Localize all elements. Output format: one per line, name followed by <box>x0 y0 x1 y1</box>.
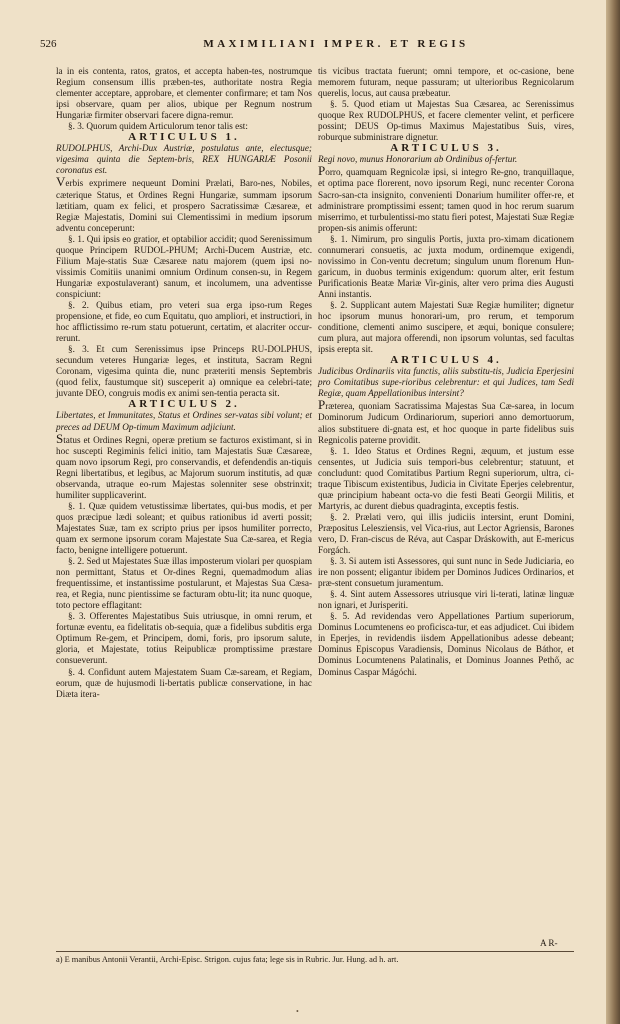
article-heading <box>318 143 574 154</box>
paragraph-text: §. 2. Quibus etiam, pro veteri sua erga ipso-rum Reges propensione, et fide, eo cum Equitatu, quo ampliori, et instructiori, in hoc afflictissimo re-rum statu potuerunt, certatim, et alacriter occur-rerunt. <box>56 299 312 344</box>
paragraph-text: ARTICULUS 2. <box>128 398 240 411</box>
initial-letter: P <box>318 163 326 179</box>
left-column <box>56 66 312 700</box>
paragraph-text: §. 5. Ad revidendas vero Appellationes Partium superiorum, Dominus Locumtenens eo proficisca-tur, et eas adjudicet. Cui ibidem in Eperjes, in revidendis iisdem Appellationibus adesse debeant; Dominus Episcopus Varadiensis, Dominus Nicolaus de Báthor, et Dominus Locumtenens Palatinalis, et Dominus Joannes Pethő, ac Dominus Caspar Mágóchi. <box>318 611 574 677</box>
section-paragraph <box>56 667 312 700</box>
paragraph-text: ARTICULUS 3. <box>390 142 502 155</box>
paragraph-text: §. 4. Sint autem Assessores utriusque viri li-terati, latinæ linguæ non ignari, et Jurisperiti. <box>318 589 574 611</box>
section-paragraph <box>56 344 312 399</box>
running-title: MAXIMILIANI IMPER. ET REGIS <box>203 38 469 50</box>
paragraph <box>56 430 312 501</box>
section-paragraph <box>318 99 574 143</box>
section-paragraph <box>56 556 312 611</box>
bottom-mark: • <box>296 1007 299 1016</box>
page-edge <box>606 0 620 1024</box>
article-heading <box>56 132 312 143</box>
paragraph <box>318 66 574 99</box>
paragraph-text: §. 3. Offerentes Majestatibus Suis utriusque, in omni rerum, et fortunæ eventu, ea fidelitatis ob-sequia, quæ a fidelibus subditis erga Optimum Re-gem, et Principem, domi, foris, pro ipsorum salute, gloria, et Majestate, totius Reipublicæ promptissime præstare consueverunt. <box>56 611 312 666</box>
section-paragraph <box>318 589 574 611</box>
paragraph-text: ræterea, quoniam Sacratissima Majestas Sua Cæ-sarea, in locum Dominorum Judicum Ordinariorum, superiori anno demortuorum, alios substituere di-gnata est, et hoc quoque in parte fidelibus suis Regnicolis paterne providit. <box>318 401 574 445</box>
section-paragraph <box>318 234 574 300</box>
section-paragraph <box>56 234 312 300</box>
paragraph-text: §. 3. Et cum Serenissimus ipse Princeps RU-DOLPHUS, secundum veteres Hungariæ leges, et instituta, Sacram Regni Coronam, vigesima quinta die, nunc præteriti mensis Septembris (quod felix, faustumque sit) susceperit a) omnique ea celebri-tate; juvante DEO, congruis modis ex animi sen-tentia peracta sit. <box>56 344 312 399</box>
section-paragraph <box>318 512 574 556</box>
paragraph-text: §. 2. Prælati vero, qui illis judiciis intersint, erunt Domini, Præpositus Lelesziensis, vel Vica-rius, aut Lector Agriensis, Barones vero, D. Fran-ciscus de Réva, aut Caspar Dráskowith, aut E-mericus Forgách. <box>318 511 574 556</box>
paragraph-text: tis vicibus tractata fuerunt; omni tempore, et oc-casione, bene memorem futuram, neque passuram; ut ulterioribus Regnicolarum querelis, locus, aut causa præbeatur. <box>318 66 574 99</box>
catchword: A R- <box>540 938 558 948</box>
initial-letter: S <box>56 430 64 446</box>
section-paragraph <box>56 611 312 666</box>
paragraph-text: §. 1. Qui ipsis eo gratior, et optabilior accidit; quod Serenissimum quoque Principem RUDOL-PHUM; Archi-Ducem Austriæ, etc. Filium Maje-statis Suæ Cæsareæ natu majorem (quem ipsi no-vissimis Comitiis unanimi omnium Ordinum consen-su, in Regem Hungariæ expostulaverant) sanum, et incolumem, una adventisse conspiciunt: <box>56 233 312 299</box>
page-number: 526 <box>40 38 57 50</box>
article-summary <box>318 366 574 399</box>
section-paragraph <box>56 501 312 556</box>
paragraph-text: §. 1. Nimirum, pro singulis Portis, juxta pro-ximam dicationem connumerari consuetis, ac juxta modum, ordinemque exigendi, novissimo in Con-ventu decretum; singulum unum florenum Hun-garicum, in duobus terminis exigendum: quorum alter, erit festum Purificationis Beatæ Mariæ Vir-ginis, alter vero prima dies Augusti Anni instantis. <box>318 233 574 299</box>
paragraph-text: orro, quamquam Regnicolæ ipsi, si integro Re-gno, tranquillaque, et optima pace florerent, novo ipsorum Regi, nunc recenter Corona Sacro-san-cta insignito, convenienti Donarium humiliter offer-re, et administrare promptissimi essent; tamen quod in hoc rerum suarum miserrimo, et turbulentissi-mo statu fieri potest, Majestati Suæ Regiæ propen-sis animis offerunt: <box>318 167 574 233</box>
paragraph-text: RUDOLPHUS, Archi-Dux Austriæ, postulatus ante, electusque; vigesima quinta die Septem-bris, REX HUNGARIÆ Posonii coronatus est. <box>56 143 312 176</box>
article-summary <box>318 154 574 165</box>
paragraph-text: ARTICULUS 1. <box>128 131 240 144</box>
article-heading <box>56 399 312 410</box>
section-paragraph <box>318 556 574 589</box>
paragraph-text: Regi novo, munus Honorarium ab Ordinibus of-fertur. <box>318 154 518 165</box>
paragraph-text: §. 2. Supplicant autem Majestati Suæ Regiæ humiliter; dignetur hoc ipsorum munus honorari-um, pro rerum, et temporum conditione, clementi animo suscipere, et æqui, bonique consulere; cum plura, aut majora offerendi, non ipsorum voluntas, sed facultas ipsis erepta sit. <box>318 299 574 355</box>
paragraph-text: la in eis contenta, ratos, gratos, et accepta haben-tes, nostrumque Regium consensum illis præben-tes, authoritate nostra Regia clementer acceptare, approbare, et clementer confirmare; et tam Nos ipsi observare, quam per alios, ubique per Regnum nostrum Hungariæ firmiter observari facere digna-remur. <box>56 66 312 121</box>
paragraph <box>318 399 574 445</box>
paragraph-text: §. 1. Ideo Status et Ordines Regni, æquum, et justum esse censentes, ut Judicia suis tempori-bus celebrentur; statuunt, et concludunt: quod Comitatibus Partium Regni superiorum, ultra, ci-traque Tibiscum existentibus, Judicia in Civitate Eperjes celebrentur, quæ principium habeant octa-vo die festi Beati Georgii Militis, et Martyris, ac durent diebus quadraginta, exceptis festis. <box>318 445 574 511</box>
paragraph-text: §. 5. Quod etiam ut Majestas Sua Cæsarea, ac Serenissimus quoque Rex RUDOLPHUS, et facere clementer velint, et perficere possint; DEUS Op-timus Maximus Majestatibus Suis, vires, roburque subministrare dignetur. <box>318 99 574 143</box>
footnote-rule <box>56 951 574 952</box>
paragraph-text: Judicibus Ordinariis vita functis, aliis substitu-tis, Judicia Eperjesini pro Comitatibus supe-rioribus celebrentur: et qui Judices, tam Sedi Regiæ, quam Appellationibus intersint? <box>318 366 574 399</box>
section-paragraph <box>318 446 574 512</box>
paragraph-text: §. 2. Sed ut Majestates Suæ illas imposterum violari per quospiam non permittant, Status et Or-dines Regni, quemadmodum alias frequentissime, et instantissime postularunt, et Majestas Sua Cæsa-rea, et Regia, nunc pientissime se facturam obtu-lit; ita nunc quoque, toto pectore efflagitant: <box>56 556 312 611</box>
paragraph <box>56 176 312 233</box>
paragraph <box>56 66 312 121</box>
article-summary <box>56 143 312 176</box>
paragraph-text: §. 3. Quorum quidem Articulorum tenor talis est: <box>68 121 248 132</box>
section-paragraph <box>318 611 574 677</box>
footnote: a) E manibus Antonii Verantii, Archi-Episc. Strigon. cujus fata; lege sis in Rubric. Jur. Hung. ad h. art. <box>56 955 399 964</box>
right-column <box>318 66 574 678</box>
paragraph-text: ARTICULUS 4. <box>390 354 502 367</box>
paragraph-text: §. 1. Quæ quidem vetustissimæ libertates, qui-bus modis, et per quos præcipue lædi soleant; et quibus rationibus id averti possit; Majestates Suæ, tam ex scripto prius per ipsos humiliter porrecto, quam ex sermone ipsorum coram Majestate Sua Cæ-sarea, et Regia facto, benigne intelligere potuerunt. <box>56 500 312 556</box>
paragraph-text: §. 4. Confidunt autem Majestatem Suam Cæ-saream, et Regiam, eorum, quæ de hujusmodi li-bertatis publicæ conservatione, in hac Diæta itera- <box>56 666 312 699</box>
paragraph <box>318 165 574 233</box>
paragraph-text: Libertates, et Immunitates, Status et Ordines ser-vatas sibi volunt; et preces ad DEUM Op-timum Maximum adjiciunt. <box>56 410 312 432</box>
article-summary <box>56 410 312 432</box>
article-heading <box>318 355 574 366</box>
paragraph-text: tatus et Ordines Regni, operæ pretium se facturos existimant, si in hoc suscepti Regiminis felici initio, tam Majestatis Suæ Cæsareæ, quam novo ipsorum Regi, pro conservandis, et defendendis an-tiquis Regni libertatibus, et legibus, ac Majorum suorum institutis, ad quæ observanda, utraque eo-rum Majestas solenniter sese obstrinxit; humiliter supplicaverint. <box>56 434 312 500</box>
section-paragraph <box>318 300 574 355</box>
running-header <box>40 38 580 54</box>
section-paragraph <box>56 300 312 344</box>
paragraph-text: §. 3. Si autem isti Assessores, qui sunt nunc in Sede Judiciaria, eo ire non possent; eligantur ibidem per Dominos Judices Ordinarios, et præ-stent consuetum juramentum. <box>318 556 574 589</box>
initial-letter: V <box>56 174 66 190</box>
paragraph-text: erbis exprimere nequeunt Domini Prælati, Baro-nes, Nobiles, cæterique Status, et Ordines Regni Hungariæ, summam ipsorum lætitiam, quam ex felici, et prospero Sacratissimæ Cæsareæ, et Regiæ Majestatis, Domini sui Clementissimi in medium ipsorum adventu conceperunt: <box>56 178 312 233</box>
initial-letter: P <box>318 397 326 413</box>
